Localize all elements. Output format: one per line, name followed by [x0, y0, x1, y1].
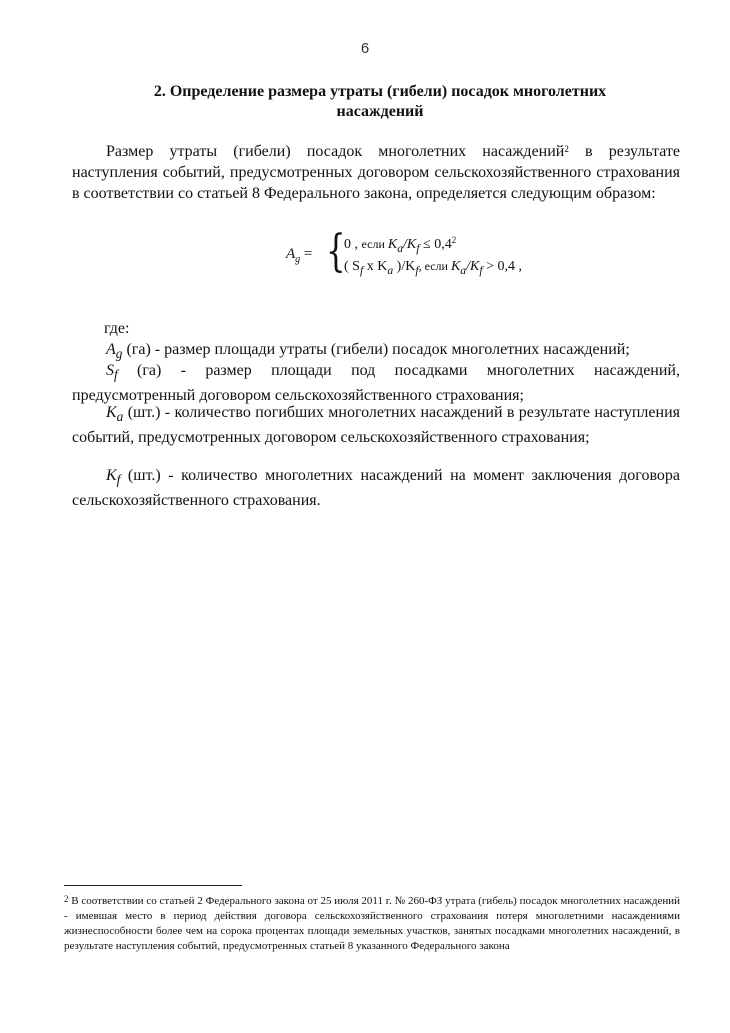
brace-icon: { — [326, 226, 346, 277]
formula-row-2: ( $S_f$ x $K_a$ )$/K_f$, если $K_a/K_f > 0,4$ , — [344, 259, 523, 277]
intro-text: Размер утраты (гибели) посадок многолетних насаждений — [106, 143, 565, 160]
definition-sf: $S_f$ (га) - размер площади под посадками многолетних насаждений, предусмотренный договором сельскохозяйственного страхования; — [72, 362, 680, 405]
footnote — [64, 894, 680, 954]
definition-ag: $A_g$ (га) - размер площади утраты (гибели) посадок многолетних насаждений; — [106, 341, 630, 362]
formula — [286, 226, 626, 283]
definition-kf: $K_f$ (шт.) - количество многолетних насаждений на момент заключения договора сельскохозяйственного страхования. — [72, 467, 680, 510]
where-label: где: — [104, 320, 130, 337]
page-number: 6 — [360, 40, 370, 57]
definition-ka: $K_a$ (шт.) - количество погибших многолетних насаждений в результате наступления событий, предусмотренных договором сельскохозяйственного страхования; — [72, 404, 680, 447]
footnote-divider — [64, 885, 242, 886]
footnote-marker: 2 — [64, 894, 69, 904]
formula-row-1: 0 , если $K_a/K_f \le 0,4^2$ — [344, 235, 457, 255]
formula-lhs: $A_g$ = — [286, 246, 313, 265]
intro-paragraph — [72, 141, 680, 204]
footnote-text: В соответствии со статьей 2 Федерального закона от 25 июля 2011 г. № 260-ФЗ утрата (гибель) посадок многолетних насаждений - имевшая место в период действия договора сельскохозяйственного страхования потеря многолетними насаждениями жизнеспособности более чем на сорока процентах площади земельных участков, занятых посадками многолетних насаждений, в результате наступления событий, предусмотренных статьей 8 указанного Федерального закона — [64, 895, 680, 952]
section-title: 2. Определение размера утраты (гибели) посадок многолетних насаждений — [153, 83, 607, 120]
intro-text-cont: в результате наступления событий, предусмотренных договором сельскохозяйственного страхования в соответствии со статьей 8 Федерального закона, определяется следующим образом: — [72, 143, 680, 202]
footnote-ref[interactable]: 2 — [564, 144, 569, 154]
